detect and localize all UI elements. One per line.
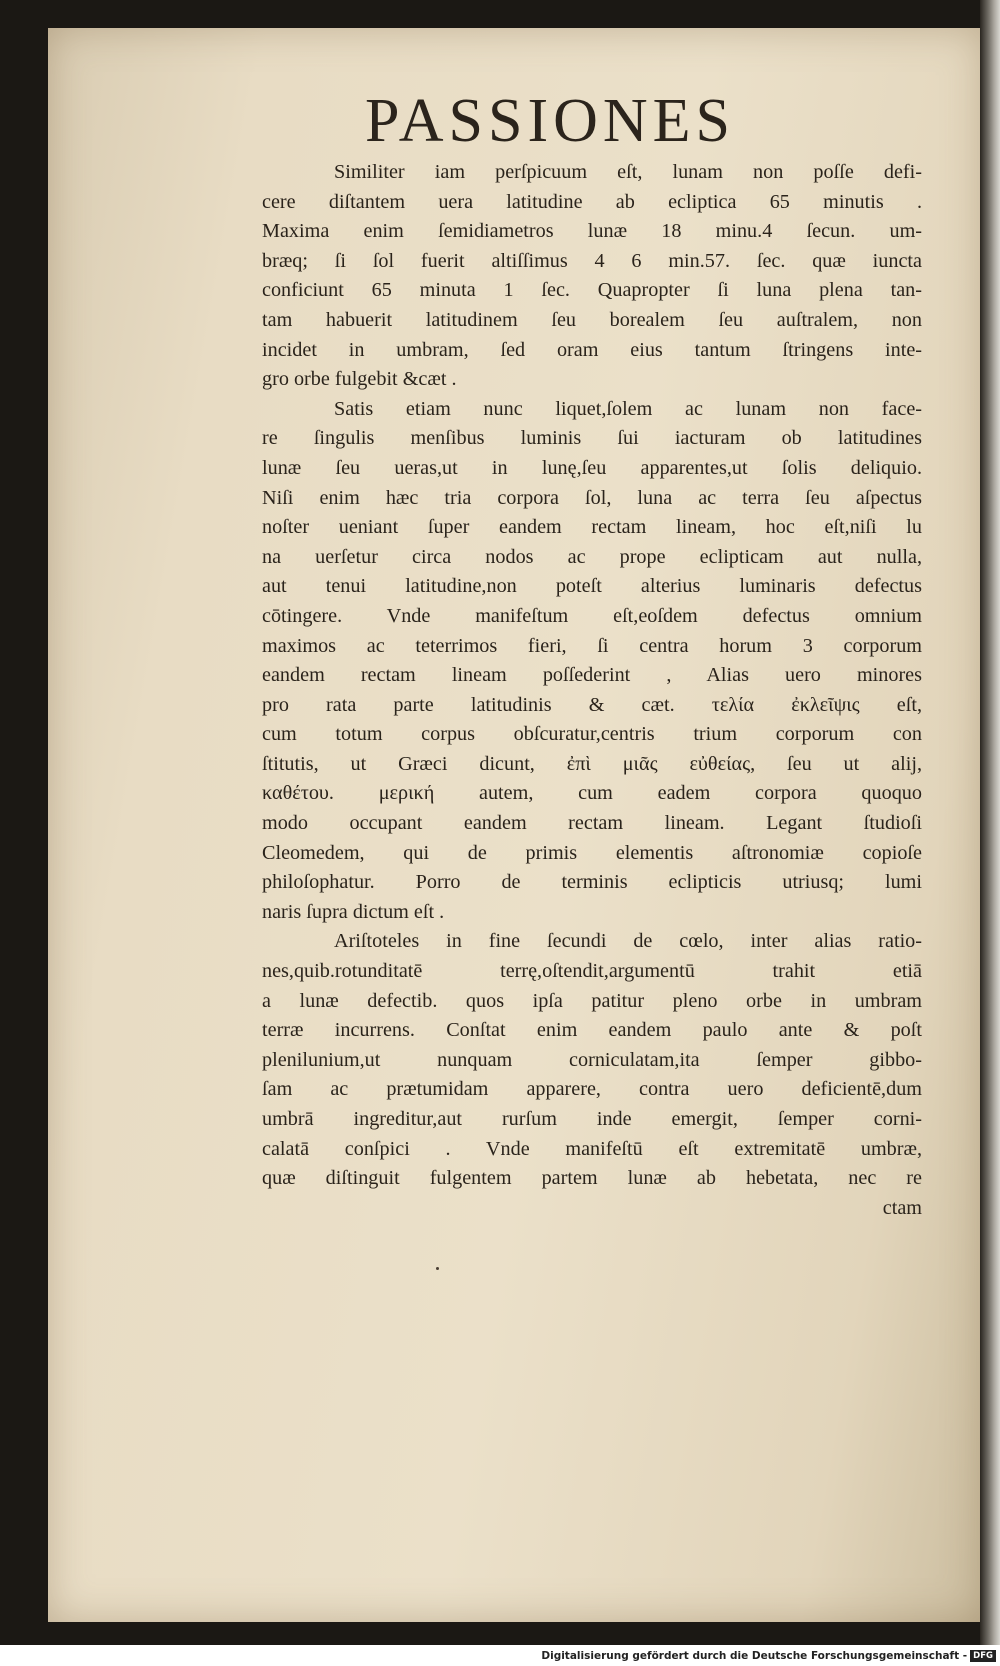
text-line: terræ incurrens. Conſtat enim eandem paulo ante & poſt [262,1019,922,1042]
text-line: nes,quib.rotunditatē terrę,oſtendit,argumentū trahit etiā [262,960,922,983]
text-line: re ſingulis menſibus luminis ſui iacturam ob latitudines [262,427,922,450]
text-line: philoſophatur. Porro de terminis eclipticis utriusq; lumi [262,871,922,894]
text-line: conficiunt 65 minuta 1 ſec. Quapropter ſi luna plena tan- [262,279,922,302]
page-title: PASSIONES [364,87,736,155]
text-line: καθέτου. μερική autem, cum eadem corpora quoquo [262,782,922,805]
text-line: Niſi enim hæc tria corpora ſol, luna ac terra ſeu aſpectus [262,486,922,509]
paragraph-1 [262,158,922,395]
text-line: eandem rectam lineam poſſederint , Alias uero minores [262,664,922,687]
text-line: Similiter iam perſpicuum eſt, lunam non poſſe defi- [334,161,922,183]
text-line: cōtingere. Vnde manifeſtum eſt,eoſdem defectus omnium [262,604,922,627]
text-line: Satis etiam nunc liquet,ſolem ac lunam non face- [334,397,922,420]
text-line: calatā conſpici . Vnde manifeſtū eſt extremitatē umbræ, [262,1137,922,1160]
text-line: cere diſtantem uera latitudine ab ecliptica 65 minutis . [262,190,922,213]
text-line: na uerſetur circa nodos ac prope eclipticam aut nulla, [262,545,922,568]
text-line: gro orbe fulgebit &cæt . [262,368,457,391]
text-line: plenilunium,ut nunquam corniculatam,ita ſemper gibbo- [262,1048,922,1071]
text-line: cum totum corpus obſcuratur,centris trium corporum con [262,723,922,746]
ink-speck [436,1267,439,1270]
paragraph-2 [262,395,922,928]
text-line: Maxima enim ſemidiametros lunæ 18 minu.4 ſecun. um- [262,220,922,243]
text-line: a lunæ defectib. quos ipſa patitur pleno orbe in umbram [262,989,922,1012]
dfg-logo: DFG [970,1650,996,1662]
text-line: aut tenui latitudine,non poteſt alterius luminaris defectus [262,575,922,598]
body-text [262,158,922,1223]
catchword: ctam [882,1196,922,1219]
paragraph-3 [262,927,922,1193]
text-line: umbrā ingreditur,aut rurſum inde emergit, ſemper corni- [262,1108,922,1130]
digitization-footer [0,1646,1000,1666]
text-line: pro rata parte latitudinis & cæt. τελία ἐκλεῖψις eſt, [262,693,922,716]
text-line: lunæ ſeu ueras,ut in lunę,ſeu apparentes,ut ſolis deliquio. [262,456,922,479]
text-line: maximos ac teterrimos fieri, ſi centra horum 3 corporum [262,634,922,657]
text-line: bræq; ſi ſol fuerit altiſſimus 4 6 min.57. ſec. quæ iuncta [262,249,922,272]
text-line: quæ diſtinguit fulgentem partem lunæ ab hebetata, nec re [262,1167,922,1190]
text-line: tam habuerit latitudinem ſeu borealem ſeu auſtralem, non [262,308,922,331]
text-line: ſtitutis, ut Græci dicunt, ἐπὶ μιᾶς εὐθείας, ſeu ut alij, [262,752,922,775]
footer-text: Digitalisierung gefördert durch die Deutsche Forschungsgemeinschaft - [541,1650,968,1662]
text-line: naris ſupra dictum eſt . [262,900,445,923]
text-line: noſter ueniant ſuper eandem rectam lineam, hoc eſt,niſi lu [262,516,922,539]
text-line: Cleomedem, qui de primis elementis aſtronomiæ copioſe [262,841,922,864]
text-line: ſam ac prætumidam apparere, contra uero deficientē,dum [262,1078,922,1101]
text-line: Ariſtoteles in fine ſecundi de cœlo, inter alias ratio- [334,930,922,953]
book-spine-edge [980,0,1000,1645]
text-line: modo occupant eandem rectam lineam. Legant ſtudioſi [262,812,922,835]
text-line: incidet in umbram, ſed oram eius tantum ſtringens inte- [262,338,922,361]
